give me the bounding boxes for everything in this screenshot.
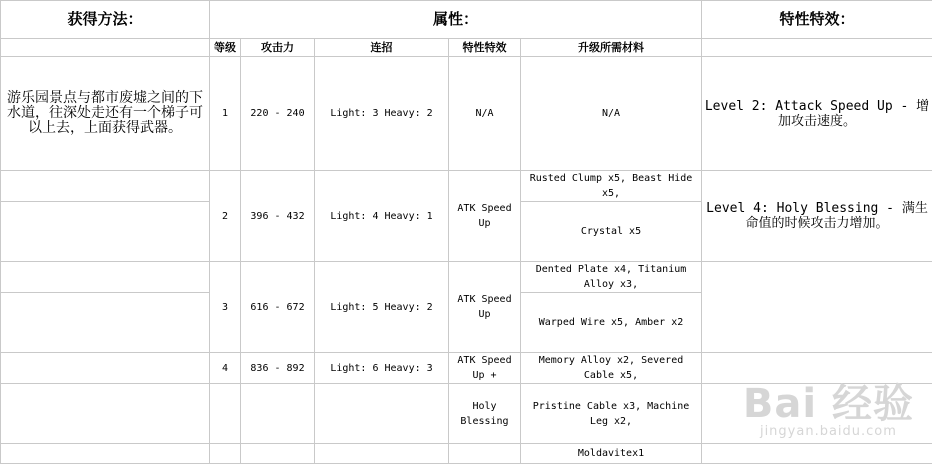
empty-cell [702, 381, 932, 444]
subheader-level: 等级 [210, 39, 241, 57]
feature-level-4: Level 4: Holy Blessing - 满生命值的时候攻击力增加。 [702, 171, 932, 262]
materials-cell: Crystal x5 [521, 202, 702, 262]
header-features: 特性特效： [702, 1, 932, 39]
materials-cell: Pristine Cable x3, Machine Leg x2, [521, 384, 702, 444]
empty-cell [1, 171, 210, 202]
empty-cell [1, 262, 210, 293]
watermark-logo: Bai 经验 [742, 381, 914, 427]
combo-cell: Light: 4 Heavy: 1 [315, 171, 449, 262]
effect-cell: ATK Speed Up [449, 171, 521, 262]
empty-cell [1, 202, 210, 262]
effect-cell: ATK Speed Up [449, 262, 521, 353]
attack-cell: 220 - 240 [241, 57, 315, 171]
empty-cell [1, 353, 210, 384]
materials-cell: Warped Wire x5, Amber x2 [521, 293, 702, 353]
method-text: 游乐园景点与都市废墟之间的下水道，往深处走还有一个梯子可以上去，上面获得武器。 [1, 57, 210, 171]
effect-cell: ATK Speed Up + [449, 353, 521, 384]
subheader-effect: 特性特效 [449, 39, 521, 57]
subheader-combo: 连招 [315, 39, 449, 57]
level-cell: 4 [210, 353, 241, 384]
subheader-materials: 升级所需材料 [521, 39, 702, 57]
empty-cell [241, 384, 315, 444]
attack-cell: 616 - 672 [241, 262, 315, 353]
empty-cell [1, 39, 210, 57]
effect-cell: Holy Blessing [449, 384, 521, 444]
materials-cell: Rusted Clump x5, Beast Hide x5, [521, 171, 702, 202]
empty-cell [702, 353, 932, 384]
materials-cell: Memory Alloy x2, Severed Cable x5, [521, 353, 702, 384]
header-attributes: 属性： [210, 1, 702, 39]
materials-cell: N/A [521, 57, 702, 171]
attack-cell: 836 - 892 [241, 353, 315, 384]
level-cell: 2 [210, 171, 241, 262]
empty-cell [1, 384, 210, 444]
feature-level-2: Level 2: Attack Speed Up - 增加攻击速度。 [702, 57, 932, 171]
watermark-url: jingyan.baidu.com [759, 424, 897, 439]
empty-cell [702, 39, 932, 57]
level-cell: 1 [210, 57, 241, 171]
subheader-attack: 攻击力 [241, 39, 315, 57]
header-method: 获得方法： [1, 1, 210, 39]
materials-cell: Moldavitex1 [521, 444, 702, 464]
materials-cell: Dented Plate x4, Titanium Alloy x3, [521, 262, 702, 293]
effect-cell: N/A [449, 57, 521, 171]
empty-cell [1, 293, 210, 353]
empty-cell [702, 262, 932, 353]
combo-cell: Light: 3 Heavy: 2 [315, 57, 449, 171]
level-cell: 3 [210, 262, 241, 353]
empty-cell [315, 384, 449, 444]
combo-cell: Light: 6 Heavy: 3 [315, 353, 449, 384]
combo-cell: Light: 5 Heavy: 2 [315, 262, 449, 353]
attack-cell: 396 - 432 [241, 171, 315, 262]
empty-cell [210, 384, 241, 444]
